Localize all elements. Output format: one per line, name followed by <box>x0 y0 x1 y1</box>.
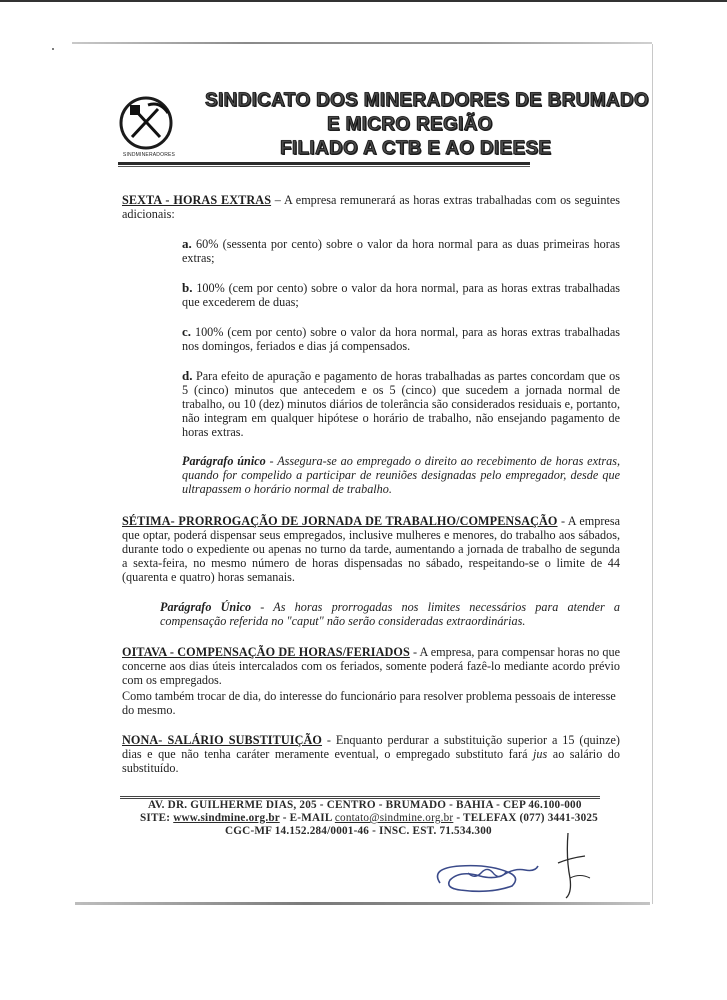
item-letter: d. <box>182 368 193 383</box>
item-text: 60% (sessenta por cento) sobre o valor da hora normal para as duas primeiras horas extras; <box>182 237 620 265</box>
clause-sexta-item-c <box>182 325 620 353</box>
footer-phone: - TELEFAX (077) 3441-3025 <box>453 812 598 824</box>
clause-setima-title: SÉTIMA- PRORROGAÇÃO DE JORNADA DE TRABALHO/COMPENSAÇÃO <box>122 514 558 528</box>
logo-caption: SINDMINERADORES <box>122 152 176 158</box>
footer-site-label: SITE: <box>140 812 174 824</box>
clause-nona-jus: jus <box>533 747 548 761</box>
footer-contact <box>140 812 598 824</box>
clause-setima-paragrafo <box>160 600 620 628</box>
item-text: Para efeito de apuração e pagamento de horas trabalhadas as partes concordam que os 5 (cinco) minutos que antecedem e os 5 (cinco) que sucedem a jornada normal de trabalho, ou 10 (dez) minutos diários de tolerância são considerados residuais e, portanto, não integram em qualquer hipótese o horário de trabalho, não ensejando pagamento de horas extras. <box>182 369 620 439</box>
union-name-line1: SINDICATO DOS MINERADORES DE BRUMADO <box>205 90 649 111</box>
clause-sexta-paragrafo <box>182 454 620 496</box>
handwritten-signature <box>420 828 600 903</box>
footer-rule <box>120 796 600 797</box>
clause-nona-text: - Enquanto perdurar a substituição superior a 15 (quinze) dias e que não tenha caráter meramente eventual, o empregado substituto fará <box>122 733 620 761</box>
footer-site-link[interactable]: www.sindmine.org.br <box>173 812 280 824</box>
clause-nona-text-end: ao salário do substituído. <box>122 747 620 775</box>
clause-oitava-title: OITAVA - COMPENSAÇÃO DE HORAS/FERIADOS <box>122 645 410 659</box>
paragrafo-label: Parágrafo Único <box>160 600 252 614</box>
item-text: 100% (cem por cento) sobre o valor da hora normal, para as horas extras trabalhadas que excederem de duas; <box>182 281 620 309</box>
footer-address: AV. DR. GUILHERME DIAS, 205 - CENTRO - BRUMADO - BAHIA - CEP 46.100-000 <box>148 799 582 811</box>
item-text: 100% (cem por cento) sobre o valor da hora normal, para as horas extras trabalhadas nos domingos, feriados e dias já compensados. <box>182 325 620 353</box>
bottom-rule <box>75 902 650 905</box>
right-margin-line <box>652 44 653 904</box>
clause-sexta-intro <box>122 193 620 221</box>
top-edge-line <box>0 0 727 2</box>
item-letter: b. <box>182 280 193 295</box>
clause-nona <box>122 733 620 775</box>
paragrafo-text: - As horas prorrogadas nos limites necessários para atender a compensação referida no "caput" não serão consideradas extraordinárias. <box>160 600 620 628</box>
footer-cgc: CGC-MF 14.152.284/0001-46 - INSC. EST. 71.534.300 <box>225 825 492 837</box>
scan-speck <box>52 48 54 50</box>
footer-email-label: - E-MAIL <box>279 812 335 824</box>
item-letter: c. <box>182 324 192 339</box>
paragrafo-text: - Assegura-se ao empregado o direito ao recebimento de horas extras, quando for compelido a participar de reuniões designadas pelo empregador, desde que ultrapassem o horário normal de trabalho. <box>182 454 620 496</box>
clause-setima <box>122 514 620 584</box>
top-rule <box>72 42 652 44</box>
clause-setima-text: - A empresa que optar, poderá dispensar seus empregados, inclusive mulheres e menores, do trabalho aos sábados, durante todo o expediente ou apenas no turno da tarde, aumentando a jornada de trabalho de segunda a sexta-feira, no mesmo número de horas dispensadas no sábado, respeitando-se o limite de 44 (quarenta e quatro) horas semanais. <box>122 514 620 584</box>
clause-oitava-text2: Como também trocar de dia, do interesse do funcionário para resolver problema pessoais de interesse do mesmo. <box>122 689 616 717</box>
clause-sexta-title: SEXTA - HORAS EXTRAS <box>122 193 272 207</box>
clause-sexta-item-b <box>182 281 620 309</box>
union-name-line2: E MICRO REGIÃO <box>327 114 493 135</box>
footer-email-link[interactable]: contato@sindmine.org.br <box>334 812 454 824</box>
clause-sexta-intro-text: – A empresa remunerará as horas extras trabalhadas com os seguintes adicionais: <box>122 193 620 221</box>
header-underline <box>118 162 530 165</box>
item-letter: a. <box>182 236 192 251</box>
union-affiliation: FILIADO A CTB E AO DIEESE <box>280 138 552 159</box>
header-underline-thin <box>118 166 530 167</box>
clause-sexta-item-d <box>182 369 620 439</box>
clause-oitava-text: - A empresa, para compensar horas no que concerne aos dias úteis intercalados com os feriados, somente poderá fazê-lo mediante acordo prévio com os empregados. <box>122 645 620 687</box>
paragrafo-label: Parágrafo único <box>182 454 266 468</box>
clause-oitava <box>122 645 620 687</box>
clause-nona-title: NONA- SALÁRIO SUBSTITUIÇÃO <box>122 733 323 747</box>
clause-sexta-item-a <box>182 237 620 265</box>
